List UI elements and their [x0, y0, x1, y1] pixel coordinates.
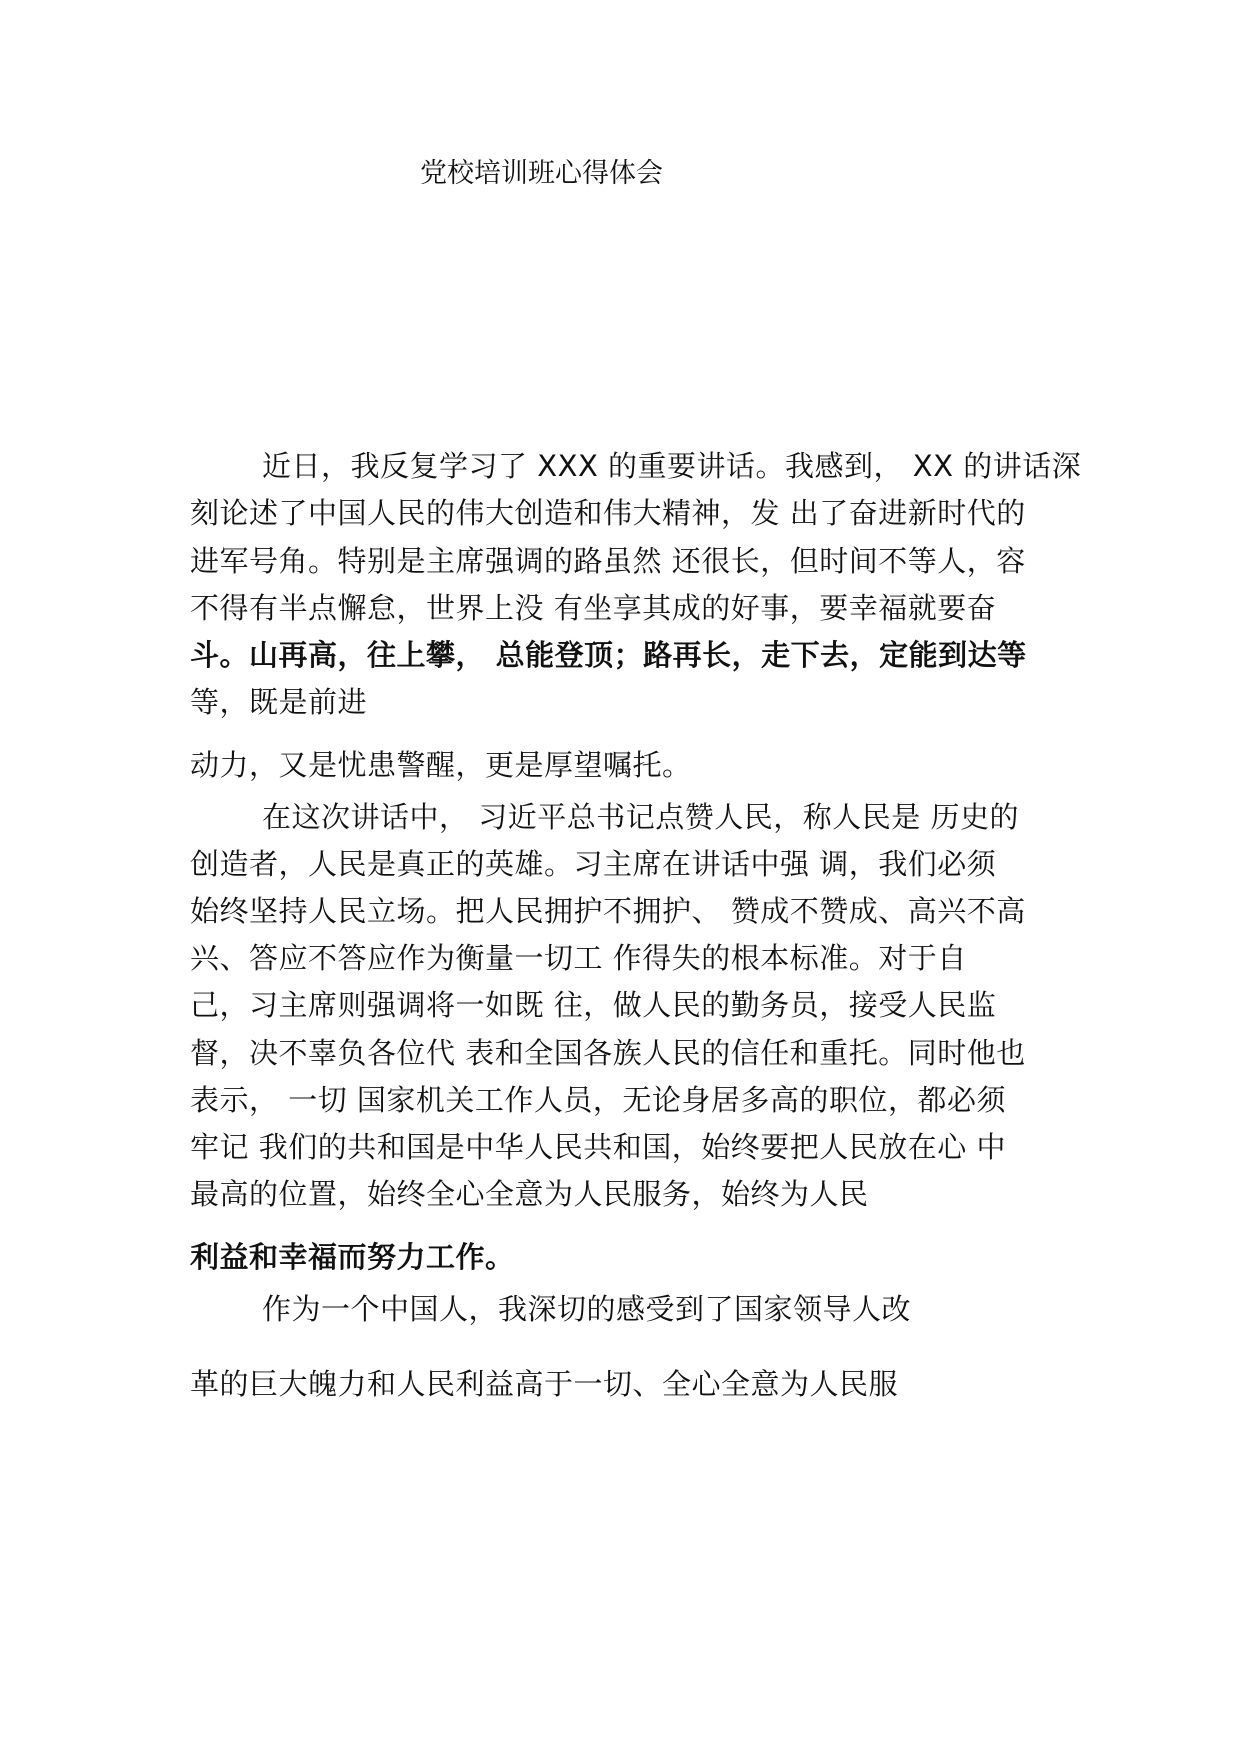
paragraph-3-line-1: 作为一个中国人，我深切的感受到了国家领导人改: [262, 1292, 912, 1326]
paragraph-2-line-6: 督，决不辜负各位代 表和全国各族人民的信任和重托。同时他也: [190, 1036, 1026, 1070]
paragraph-1-line-6: 等，既是前进: [190, 685, 368, 719]
paragraph-2-line-10: 利益和幸福而努力工作。: [190, 1240, 515, 1274]
paragraph-1-line-3: 进军号角。特别是主席强调的路虽然 还很长，但时间不等人，容: [190, 544, 1026, 578]
paragraph-2-line-3: 始终坚持人民立场。把人民拥护不拥护、 赞成不赞成、高兴不高: [190, 894, 1026, 928]
paragraph-2-line-4: 兴、答应不答应作为衡量一切工 作得失的根本标准。对于自: [190, 941, 967, 975]
paragraph-1-line-7: 动力，又是忧患警醒，更是厚望嘱托。: [190, 748, 692, 782]
paragraph-1-line-5: 斗。山再高，往上攀， 总能登顶；路再长，走下去，定能到达等: [190, 638, 1027, 672]
paragraph-1-line-2: 刻论述了中国人民的伟大创造和伟大精神，发 出了奋进新时代的: [190, 496, 1026, 530]
paragraph-2-line-2: 创造者，人民是真正的英雄。习主席在讲话中强 调，我们必须: [190, 847, 997, 881]
paragraph-3-line-2: 革的巨大魄力和人民利益高于一切、全心全意为人民服: [190, 1367, 899, 1401]
document-title: 党校培训班心得体会: [420, 158, 663, 189]
paragraph-2-line-1: 在这次讲话中， 习近平总书记点赞人民，称人民是 历史的: [262, 800, 1019, 834]
paragraph-1-line-1: 近日，我反复学习了 XXX 的重要讲话。我感到， XX 的讲话深: [262, 449, 1082, 483]
paragraph-2-line-7: 表示， 一切 国家机关工作人员，无论身居多高的职位，都必须: [190, 1083, 1006, 1117]
paragraph-1-line-4: 不得有半点懈怠，世界上没 有坐享其成的好事，要幸福就要奋: [190, 591, 997, 625]
paragraph-2-line-9: 最高的位置，始终全心全意为人民服务，始终为人民: [190, 1177, 869, 1211]
paragraph-2-line-5: 己，习主席则强调将一如既 往，做人民的勤务员，接受人民监: [190, 988, 997, 1022]
paragraph-2-line-8: 牢记 我们的共和国是中华人民共和国，始终要把人民放在心 中: [190, 1130, 1006, 1164]
